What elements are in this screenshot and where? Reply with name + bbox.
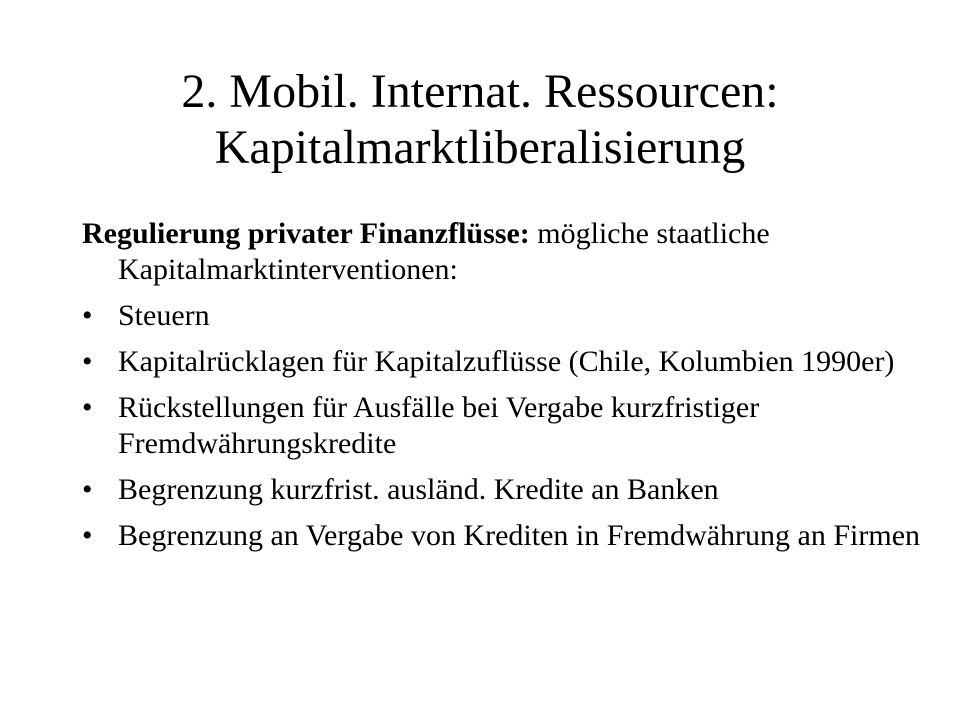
bullet-item [82,472,922,508]
bullet-icon: • [82,345,93,378]
bullet-icon: • [82,299,93,332]
bullet-text: Begrenzung an Vergabe von Krediten in Fremdwährung an Firmen [118,519,921,552]
bullet-icon: • [82,519,93,552]
bullet-item [82,298,922,334]
slide-title [40,64,920,176]
intro-heading: Regulierung privater Finanzflüsse: [82,217,530,250]
slide-body [82,216,922,564]
bullet-text: Begrenzung kurzfrist. ausländ. Kredite an Banken [118,473,719,506]
bullet-text: Rückstellungen für Ausfälle bei Vergabe kurzfristiger Fremdwährungskredite [118,391,760,460]
intro-paragraph [82,216,922,288]
bullet-item [82,344,922,380]
bullet-item [82,390,922,462]
intro-text: mögliche staatliche Kapitalmarktinterventionen: [118,217,770,286]
slide-title-line-2: Kapitalmarktliberalisierung [214,121,746,174]
bullet-list [82,298,922,554]
bullet-text: Kapitalrücklagen für Kapitalzuflüsse (Chile, Kolumbien 1990er) [118,345,895,378]
slide-title-line-1: 2. Mobil. Internat. Ressourcen: [181,65,779,118]
bullet-item [82,518,922,554]
bullet-text: Steuern [118,299,210,332]
bullet-icon: • [82,473,93,506]
bullet-icon: • [82,391,93,424]
